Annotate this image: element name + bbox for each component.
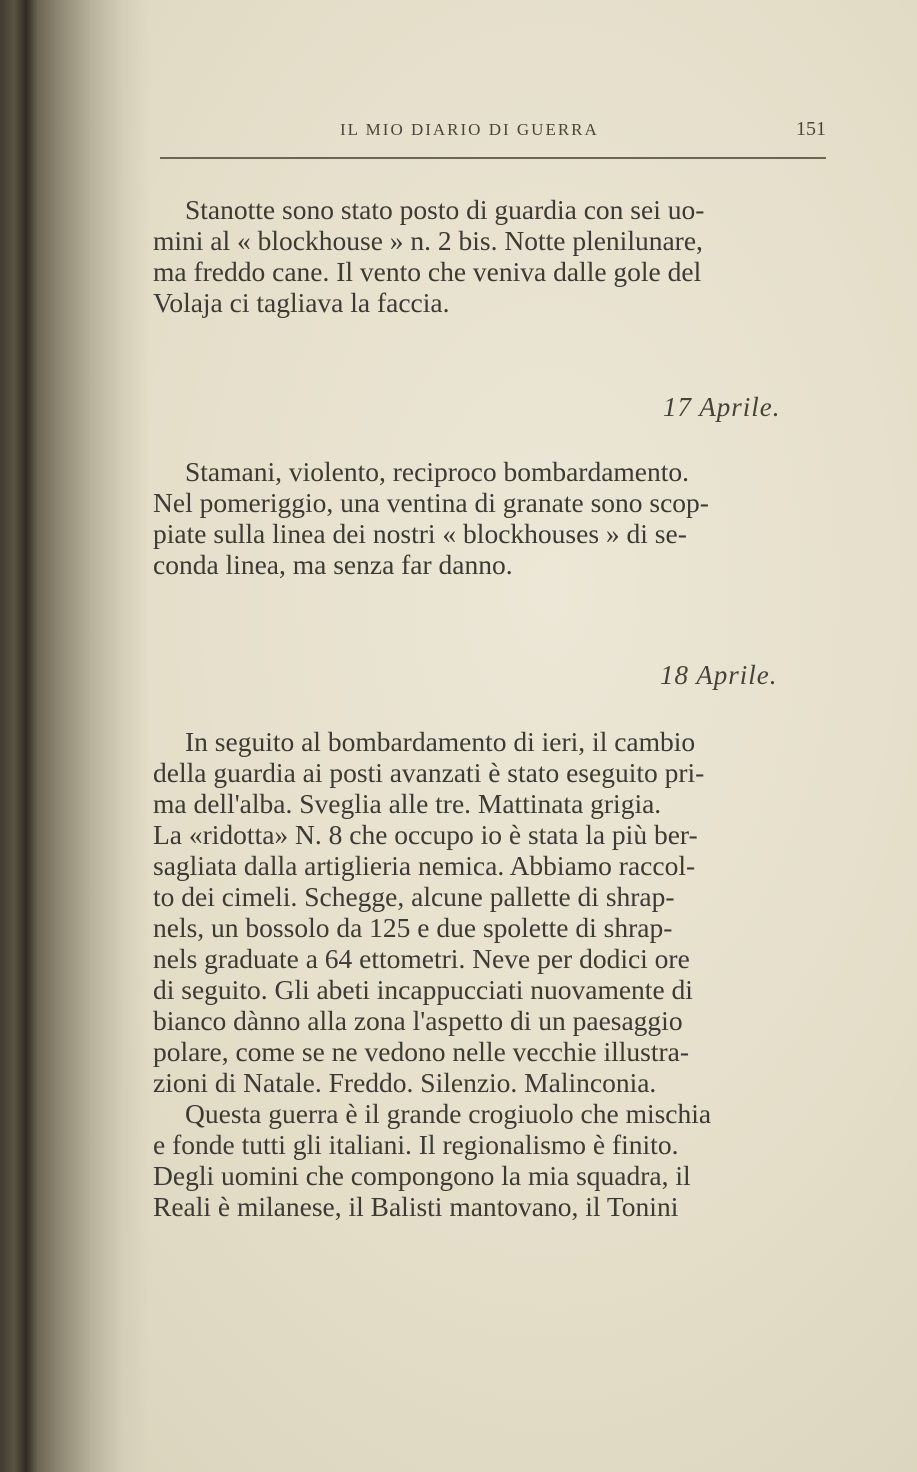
text-line: conda linea, ma senza far danno. — [153, 549, 513, 580]
text-line: polare, come se ne vedono nelle vecchie illustra- — [153, 1036, 690, 1067]
text-line: ma dell'alba. Sveglia alle tre. Mattinata grigia. — [153, 788, 662, 819]
paragraph-3 — [153, 726, 838, 1222]
paragraph-1 — [153, 194, 838, 318]
text-line: Questa guerra è il grande crogiuolo che mischia — [185, 1098, 712, 1129]
text-line: sagliata dalla artiglieria nemica. Abbiamo raccol- — [153, 850, 696, 881]
text-line: mini al « blockhouse » n. 2 bis. Notte plenilunare, — [153, 225, 703, 256]
text-line: to dei cimeli. Schegge, alcune pallette di shrap- — [153, 881, 675, 912]
paragraph-2 — [153, 456, 838, 580]
header-rule — [160, 157, 826, 159]
text-line: Nel pomeriggio, una ventina di granate sono scop- — [153, 487, 709, 518]
page-header — [160, 116, 826, 150]
text-line: di seguito. Gli abeti incappucciati nuovamente di — [153, 974, 693, 1005]
text-line: Stamani, violento, reciproco bombardamento. — [185, 456, 690, 487]
date-heading-17-aprile: 17 Aprile. — [663, 392, 781, 422]
date-heading-18-aprile: 18 Aprile. — [660, 660, 778, 690]
text-line: piate sulla linea dei nostri « blockhouses » di se- — [153, 518, 687, 549]
text-line: In seguito al bombardamento di ieri, il cambio — [185, 726, 696, 757]
text-line: Reali è milanese, il Balisti mantovano, il Tonini — [153, 1191, 679, 1222]
text-line: della guardia ai posti avanzati è stato eseguito pri- — [153, 757, 705, 788]
running-title: IL MIO DIARIO DI GUERRA — [340, 120, 599, 139]
page-number: 151 — [796, 118, 826, 140]
text-line: zioni di Natale. Freddo. Silenzio. Malinconia. — [153, 1067, 657, 1098]
text-line: Stanotte sono stato posto di guardia con sei uo- — [185, 194, 705, 225]
text-line: nels, un bossolo da 125 e due spolette di shrap- — [153, 912, 673, 943]
text-line: nels graduate a 64 ettometri. Neve per dodici ore — [153, 943, 690, 974]
text-line: Degli uomini che compongono la mia squadra, il — [153, 1160, 691, 1191]
text-line: e fonde tutti gli italiani. Il regionalismo è finito. — [153, 1129, 679, 1160]
text-line: bianco dànno alla zona l'aspetto di un paesaggio — [153, 1005, 683, 1036]
binding-shadow — [0, 0, 150, 1472]
text-line: La «ridotta» N. 8 che occupo io è stata la più ber- — [153, 819, 698, 850]
text-line: ma freddo cane. Il vento che veniva dalle gole del — [153, 256, 702, 287]
text-line: Volaja ci tagliava la faccia. — [153, 287, 450, 318]
